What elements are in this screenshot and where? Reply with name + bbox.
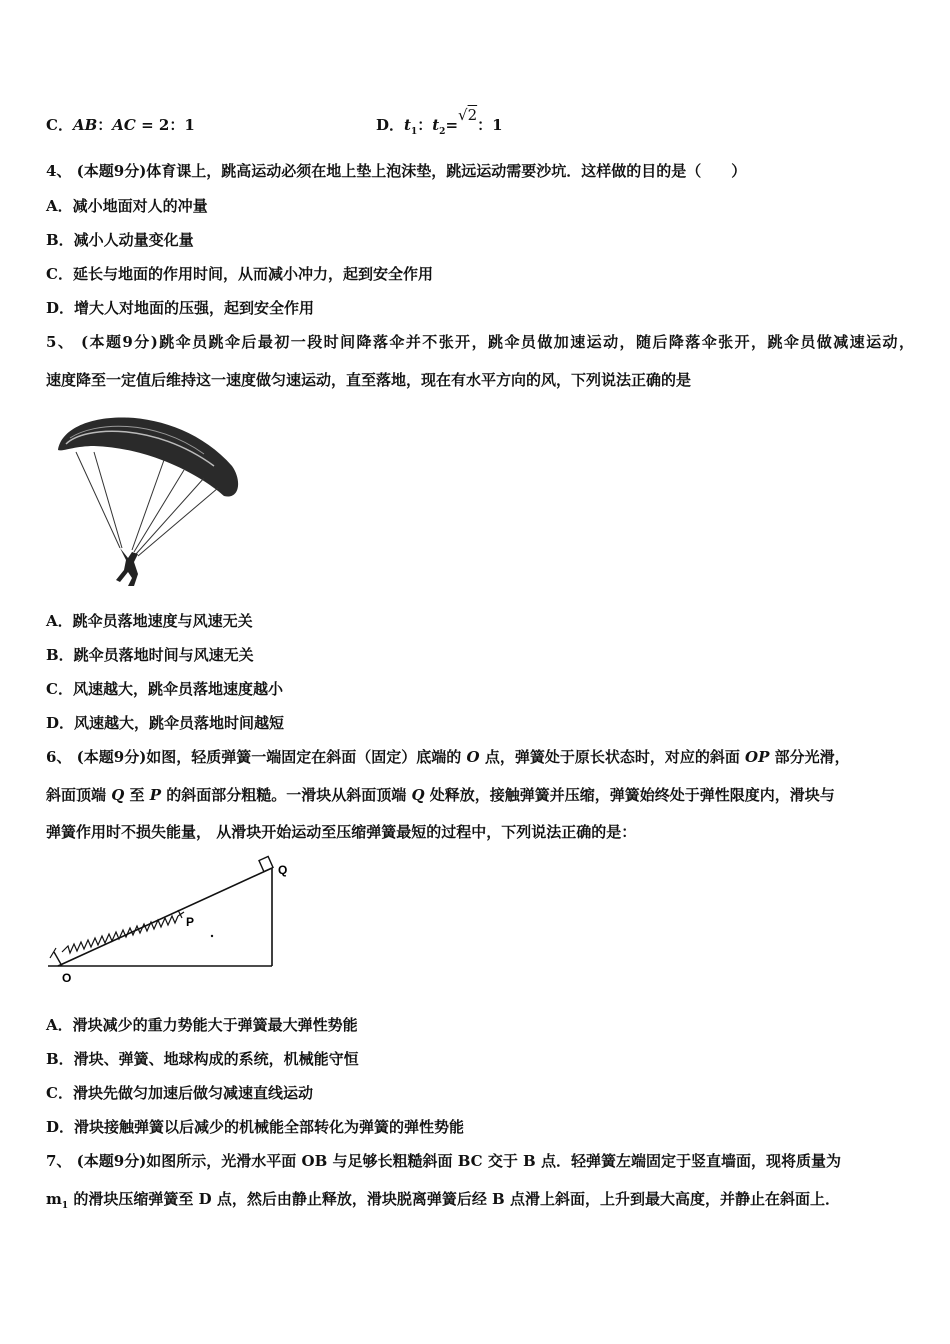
q7-stem-line2: $m_1$ 的滑块压缩弹簧至 D 点，然后由静止释放，滑块脱离弹簧后经 B 点滑上斜面，上升到最大高度，并静止在斜面上．	[46, 1190, 840, 1211]
parachute-figure	[54, 408, 246, 588]
q5-stem-line2: 速度降至一定值后维持这一速度做匀速运动，直至落地，现在有水平方向的风，下列说法正确的是	[46, 371, 692, 389]
q5-option-c: C．风速越大，跳伞员落地速度越小	[46, 680, 283, 698]
q5-option-b: B．跳伞员落地时间与风速无关	[46, 646, 254, 664]
label-q: Q	[278, 863, 288, 877]
q6-option-d: D．滑块接触弹簧以后减少的机械能全部转化为弹簧的弹性势能	[46, 1118, 465, 1136]
q4-option-a: A．减小地面对人的冲量	[46, 197, 208, 215]
q4-stem: 4、 (本题9分)体育课上，跳高运动必须在地上垫上泡沫垫，跳远运动需要沙坑．这样做的目的是（ ）	[46, 162, 747, 180]
parachutist	[116, 548, 138, 586]
q6-option-a: A．滑块减少的重力势能大于弹簧最大弹性势能	[46, 1016, 358, 1034]
q6-option-c: C．滑块先做匀加速后做匀减速直线运动	[46, 1084, 313, 1102]
q7-stem-line1: 7、 (本题9分)如图所示，光滑水平面 OB 与足够长粗糙斜面 BC 交于 B 点．轻弹簧左端固定于竖直墙面，现将质量为	[46, 1152, 841, 1170]
label-p: P	[186, 915, 195, 929]
q4-option-c: C．延长与地面的作用时间，从而减小冲力，起到安全作用	[46, 265, 433, 283]
incline-spring-figure	[40, 852, 300, 984]
q4-option-b: B．减小人动量变化量	[46, 231, 194, 249]
q5-stem-line1: 5、 (本题9分)跳伞员跳伞后最初一段时间降落伞并不张开，跳伞员做加速运动，随后降落伞张开，跳伞员做减速运动，	[46, 333, 914, 351]
q6-stem-line3: 弹簧作用时不损失能量， 从滑块开始运动至压缩弹簧最短的过程中，下列说法正确的是：	[46, 823, 637, 841]
spring	[62, 916, 178, 953]
q5-option-d: D．风速越大，跳伞员落地时间越短	[46, 714, 285, 732]
q6-option-b: B．滑块、弹簧、地球构成的系统，机械能守恒	[46, 1050, 359, 1068]
q3-option-c: C．AB：AC = 2：1	[46, 116, 195, 134]
q3-option-d: D．$t_1$：$t_2=√2$：1	[376, 106, 503, 137]
q6-stem-line2: 斜面顶端 Q 至 P 的斜面部分粗糙。一滑块从斜面顶端 Q 处释放，接触弹簧并压缩，弹簧始终处于弹性限度内，滑块与	[46, 786, 835, 804]
q4-option-d: D．增大人对地面的压强，起到安全作用	[46, 299, 315, 317]
q6-stem-line1: 6、 (本题9分)如图，轻质弹簧一端固定在斜面（固定）底端的 O 点，弹簧处于原长状态时，对应的斜面 OP 部分光滑，	[46, 748, 850, 766]
q5-option-a: A．跳伞员落地速度与风速无关	[46, 612, 253, 630]
label-o: O	[62, 971, 72, 984]
